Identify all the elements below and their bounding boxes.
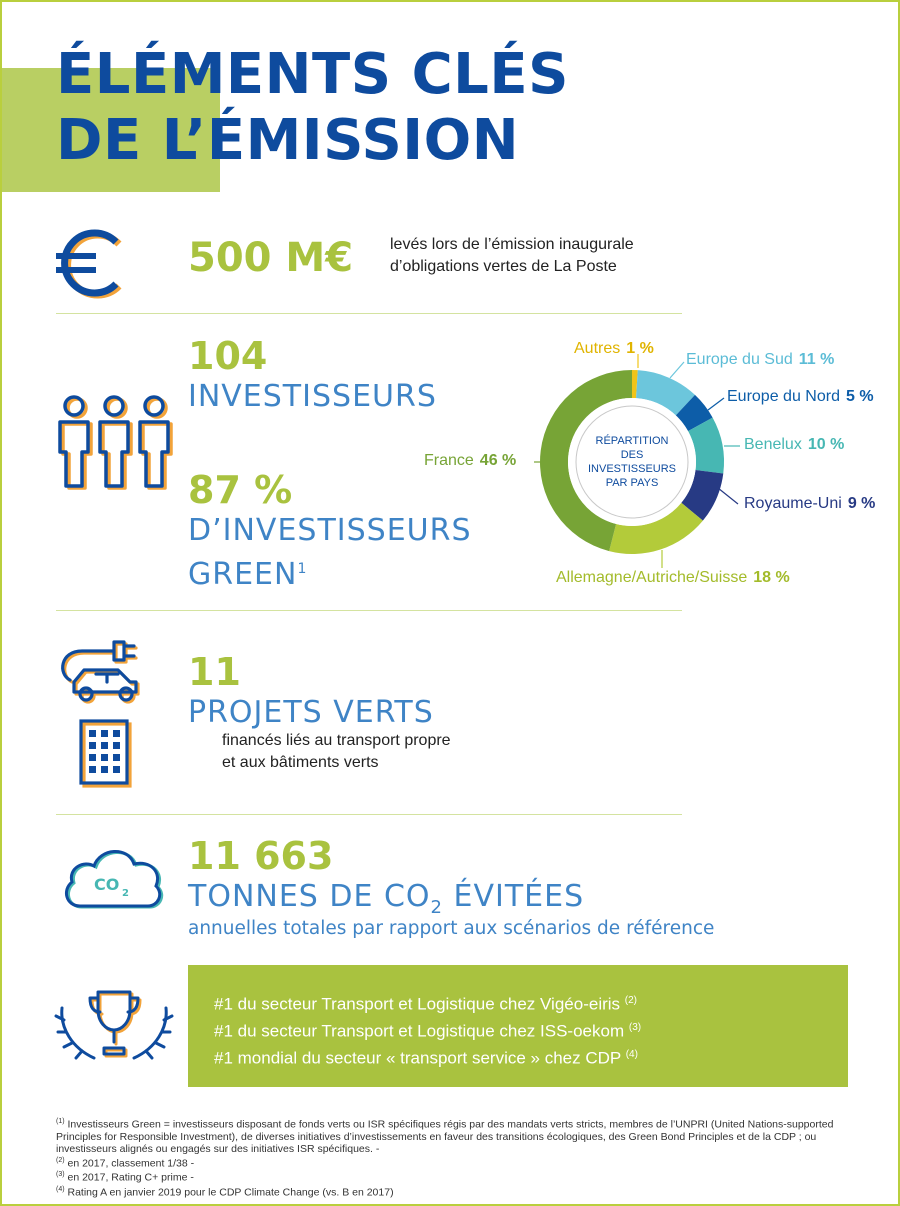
green-investors-pct: 87 % — [188, 468, 293, 512]
chart-center-line: RÉPARTITION — [595, 435, 669, 447]
separator — [56, 814, 682, 815]
slice-label-benelux — [744, 436, 844, 454]
slice-label-royaume-uni — [744, 495, 875, 513]
ranking-item — [214, 1044, 638, 1070]
slice-value: 18 % — [753, 569, 790, 586]
footnote — [56, 1169, 846, 1184]
slice-value: 10 % — [807, 436, 845, 453]
slice-value: 1 % — [626, 340, 654, 357]
projects-count: 11 — [188, 650, 241, 694]
co2-description: annuelles totales par rapport aux scénarios de référence — [188, 918, 715, 939]
ranking-item — [214, 990, 637, 1016]
footnote — [56, 1116, 846, 1155]
slice-name: Benelux — [744, 436, 802, 453]
chart-center-line: DES — [620, 449, 644, 461]
footnote-text: Investisseurs Green = investisseurs disposant de fonds verts ou ISR spécifiques régis par des mandats verts stricts, membres de l’UNPRI (United Nations-supported Principles for Responsible Investment), de diverses initiatives d’investissements en faveur des transitions écologiques, des Green Bond Principles et de la CDP ; ou investisseurs alignés ou engagés sur des initiatives ISR spécifiques. - — [56, 1118, 834, 1155]
slice-name: Europe du Nord — [727, 388, 840, 405]
investors-count-label: INVESTISSEURS — [188, 379, 437, 414]
footnote — [56, 1184, 846, 1199]
co2-icon-sub: 2 — [122, 888, 129, 899]
title-line-2: DE L’ÉMISSION — [56, 108, 520, 173]
footnotes — [56, 1116, 846, 1198]
projects-desc-line-1: financés liés au transport propre — [222, 732, 451, 749]
slice-value: 9 % — [847, 495, 876, 512]
green-label-line-2: GREEN — [188, 557, 298, 592]
rankings-box — [188, 965, 848, 1087]
ranking-text: #1 mondial du secteur « transport service » chez CDP — [214, 1048, 621, 1068]
co2-label-prefix: TONNES DE CO — [188, 879, 431, 914]
green-footnote-mark: 1 — [297, 561, 308, 577]
co2-value: 11 663 — [188, 834, 334, 878]
amount-desc-line-2: d’obligations vertes de La Poste — [390, 258, 617, 275]
ranking-text: #1 du secteur Transport et Logistique chez Vigéo-eiris — [214, 994, 621, 1014]
ranking-note: (4) — [625, 1049, 638, 1060]
chart-center-line: PAR PAYS — [605, 477, 659, 489]
building-icon — [76, 718, 136, 790]
ranking-text: #1 du secteur Transport et Logistique chez ISS-oekom — [214, 1021, 625, 1041]
slice-label-europe-du-nord — [727, 388, 874, 406]
ranking-note: (3) — [628, 1022, 642, 1033]
footnote-mark: (1) — [56, 1118, 65, 1125]
footnote-mark: (3) — [56, 1171, 65, 1178]
co2-icon-text: CO — [94, 875, 120, 894]
slice-label-europe-du-sud — [686, 351, 834, 369]
co2-label-suffix: ÉVITÉES — [442, 879, 585, 914]
co2-cloud-icon — [58, 840, 166, 912]
ranking-item — [214, 1017, 641, 1043]
slice-name: Autres — [574, 340, 621, 357]
slice-label-france — [424, 452, 516, 470]
chart-center-line: INVESTISSEURS — [587, 463, 677, 475]
footnote-text: Rating A en janvier 2019 pour le CDP Climate Change (vs. B en 2017) — [67, 1186, 394, 1198]
footnote-mark: (4) — [56, 1185, 65, 1193]
green-label-line-1: D’INVESTISSEURS — [188, 513, 472, 548]
slice-value: 46 % — [479, 452, 517, 469]
title-line-1: ÉLÉMENTS CLÉS — [56, 42, 569, 107]
separator — [56, 610, 682, 611]
footnote-text: en 2017, Rating C+ prime - — [67, 1171, 194, 1184]
slice-label-allemagne — [556, 569, 790, 587]
projects-desc-line-2: et aux bâtiments verts — [222, 754, 379, 771]
ranking-note: (2) — [624, 995, 638, 1006]
footnote-mark: (2) — [56, 1156, 65, 1164]
amount-desc-line-1: levés lors de l’émission inaugurale — [390, 236, 634, 253]
projects-description — [222, 730, 451, 774]
slice-name: Royaume-Uni — [744, 495, 842, 512]
co2-label-subscript: 2 — [430, 897, 443, 918]
electric-car-icon — [52, 630, 152, 710]
slice-label-autres — [574, 340, 654, 358]
footnote — [56, 1155, 846, 1170]
investors-count: 104 — [188, 334, 268, 378]
slice-name: Europe du Sud — [686, 351, 793, 368]
footnote-text: en 2017, classement 1/38 - — [67, 1157, 195, 1169]
slice-name: Allemagne/Autriche/Suisse — [556, 569, 748, 586]
slice-value: 11 % — [798, 351, 835, 368]
slice-value: 5 % — [845, 388, 874, 405]
slice-name: France — [424, 452, 474, 469]
projects-label: PROJETS VERTS — [188, 695, 434, 730]
amount-value: 500 M€ — [188, 235, 354, 281]
chart-leader-lines — [2, 2, 900, 622]
trophy-icon — [52, 988, 176, 1064]
